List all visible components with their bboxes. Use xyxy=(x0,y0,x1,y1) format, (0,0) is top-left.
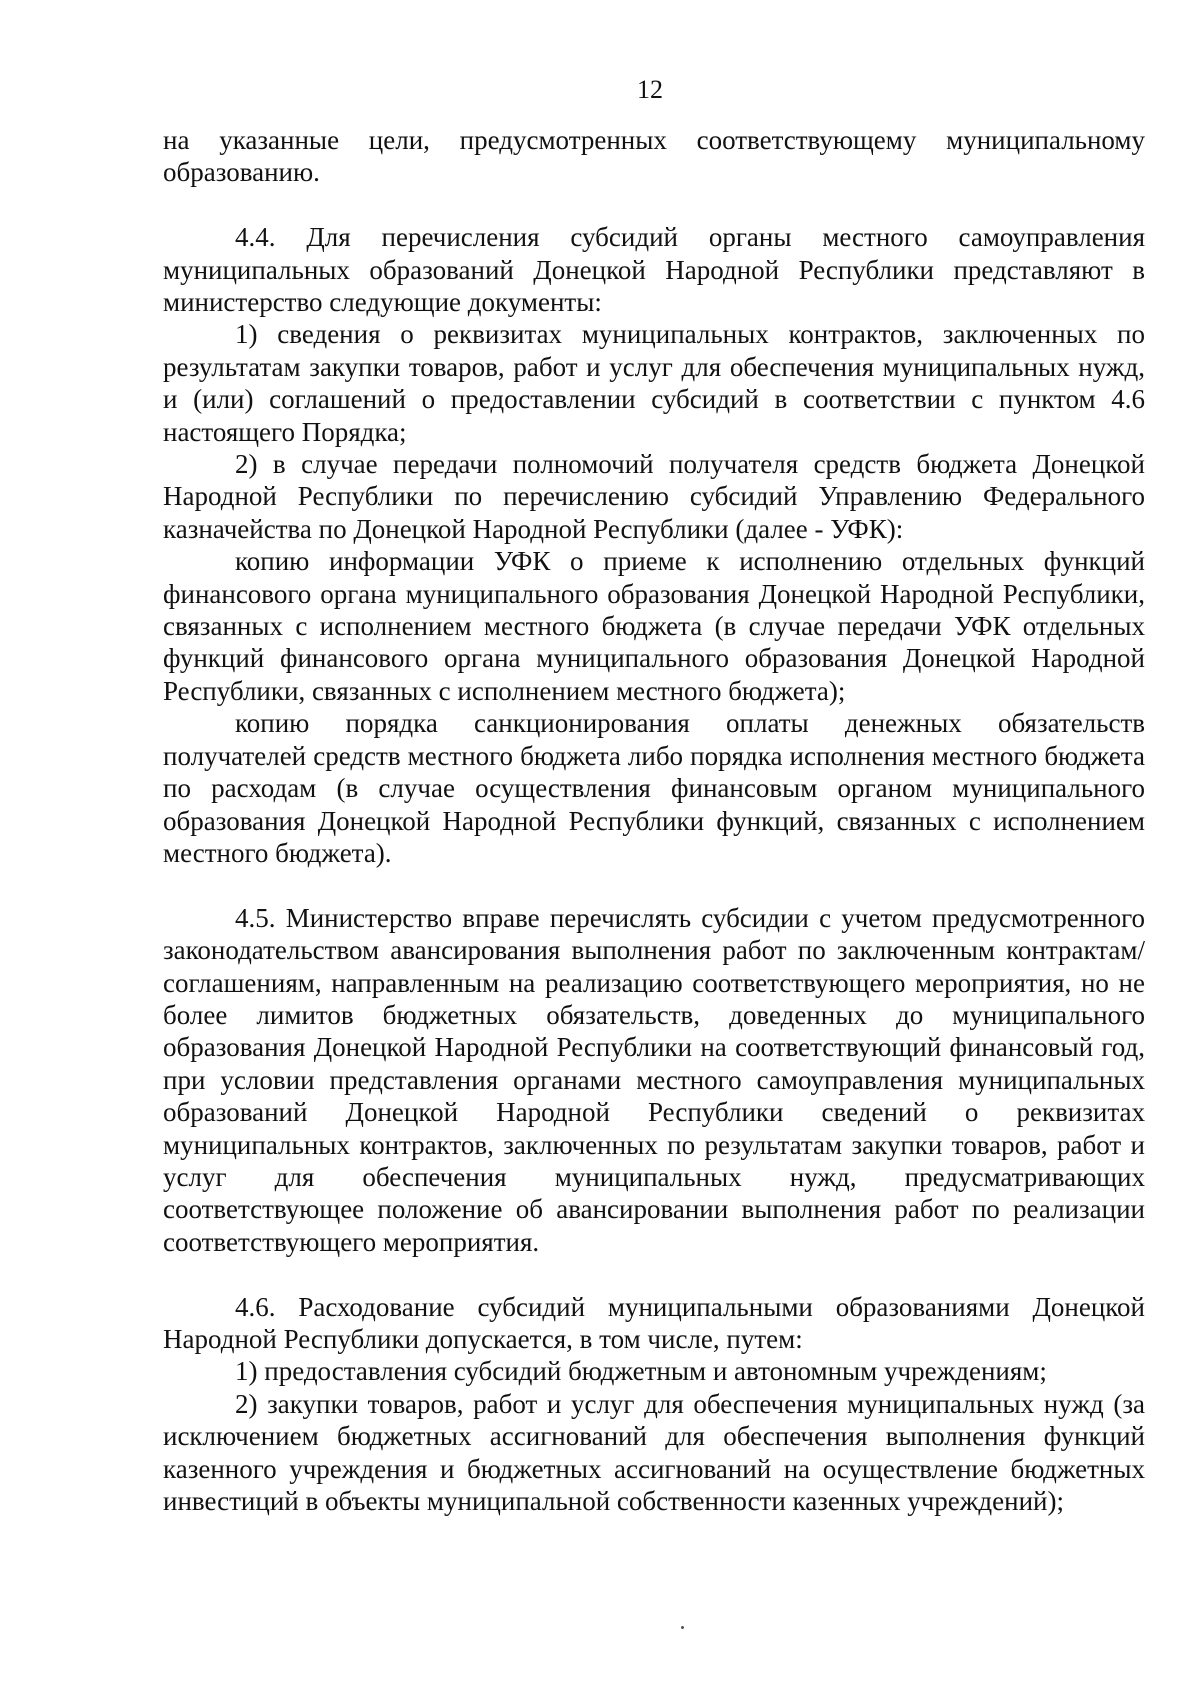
paragraph-continuation: на указанные цели, предусмотренных соответствующему муниципальному образованию. xyxy=(163,125,1145,188)
list-item-4-4-1: 1) сведения о реквизитах муниципальных контрактов, заключенных по результатам закупки товаров, работ и услуг для обеспечения муниципальных нужд, и (или) соглашений о предоставлении субсидий в соответствии с пунктом 4.6 настоящего Порядка; xyxy=(163,319,1145,447)
sub-item-sanction-order-copy: копию порядка санкционирования оплаты денежных обязательств получателей средств местного бюджета либо порядка исполнения местного бюджета по расходам (в случае осуществления финансовым органом муниципального образования Донецкой Народной Республики функций, связанных с исполнением местного бюджета). xyxy=(163,708,1145,868)
paragraph-4-6: 4.6. Расходование субсидий муниципальными образованиями Донецкой Народной Республики допускается, в том числе, путем: xyxy=(163,1291,1145,1354)
list-item-4-4-2: 2) в случае передачи полномочий получателя средств бюджета Донецкой Народной Республики по перечислению субсидий Управлению Федерального казначейства по Донецкой Народной Республики (далее - УФК): xyxy=(163,449,1145,544)
paragraph-4-5: 4.5. Министерство вправе перечислять субсидии с учетом предусмотренного законодательством авансирования выполнения работ по заключенным контрактам/соглашениям, направленным на реализацию соответствующего мероприятия, но не более лимитов бюджетных обязательств, доведенных до муниципального образования Донецкой Народной Республики на соответствующий финансовый год, при условии представления органами местного самоуправления муниципальных образований Донецкой Народной Республики сведений о реквизитах муниципальных контрактов, заключенных по результатам закупки товаров, работ и услуг для обеспечения муниципальных нужд, предусматривающих соответствующее положение об авансировании выполнения работ по реализации соответствующего мероприятия. xyxy=(163,902,1145,1257)
page-number: 12 xyxy=(637,75,663,104)
sub-item-ufk-info-copy: копию информации УФК о приеме к исполнению отдельных функций финансового органа муниципального образования Донецкой Народной Республики, связанных с исполнением местного бюджета (в случае передачи УФК отдельных функций финансового органа муниципального образования Донецкой Народной Республики, связанных с исполнением местного бюджета); xyxy=(163,546,1145,706)
scan-speck xyxy=(681,1626,684,1629)
list-item-4-6-2: 2) закупки товаров, работ и услуг для обеспечения муниципальных нужд (за исключением бюджетных ассигнований для обеспечения выполнения функций казенного учреждения и бюджетных ассигнований на осуществление бюджетных инвестиций в объекты муниципальной собственности казенных учреждений); xyxy=(163,1388,1145,1517)
document-body xyxy=(163,124,1145,1517)
list-item-4-6-1: 1) предоставления субсидий бюджетным и автономным учреждениям; xyxy=(235,1356,1047,1387)
paragraph-4-4: 4.4. Для перечисления субсидий органы местного самоуправления муниципальных образований Донецкой Народной Республики представляют в министерство следующие документы: xyxy=(163,222,1145,318)
